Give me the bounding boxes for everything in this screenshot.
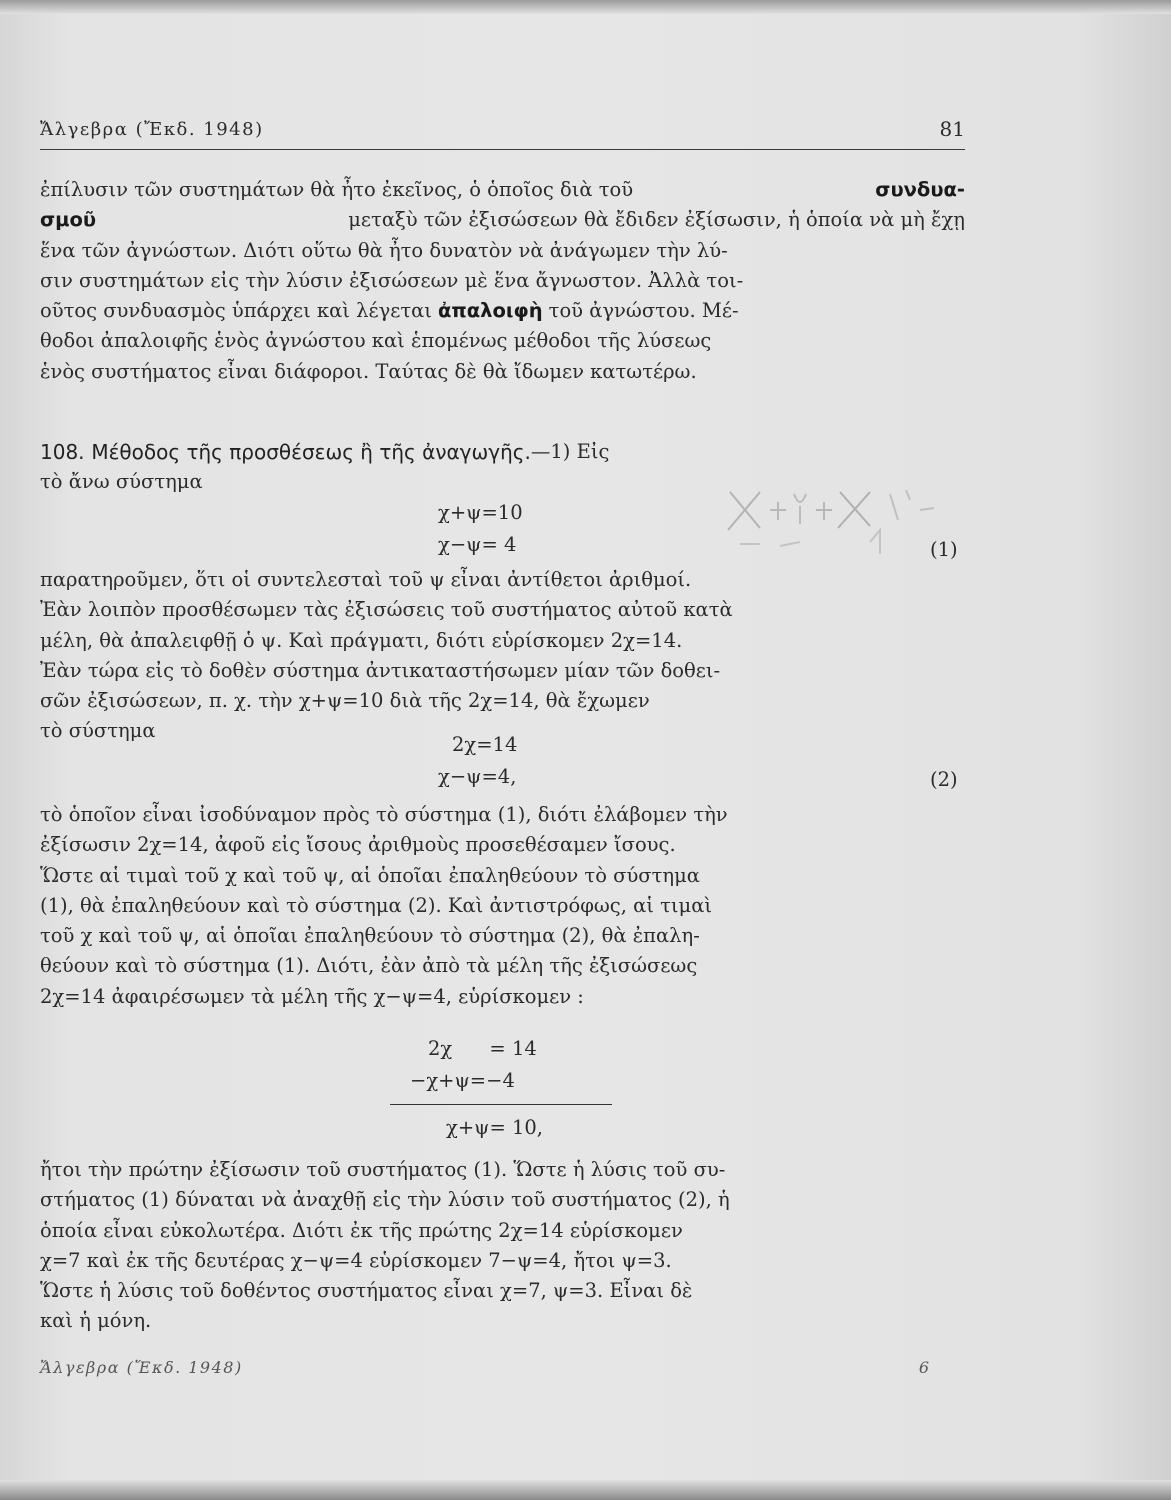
text-line — [40, 656, 965, 686]
section-intro: —1) Εἰς — [530, 440, 610, 463]
bold-term: ἀπαλοιφὴ — [437, 299, 543, 323]
text-segment: μεταξὺ τῶν ἐξισώσεων θὰ ἔδιδεν ἐξίσωσιν, ἡ ὁποία νὰ μὴ ἔχῃ — [348, 208, 965, 232]
footer-title: Ἄλγεβρα (Ἔκδ. 1948) — [40, 1358, 243, 1377]
section-title: Μέθοδος τῆς προσθέσεως ἢ τῆς ἀναγωγῆς. — [91, 440, 531, 464]
text-segment: παρατηροῦμεν, ὅτι οἱ συντελεσταὶ τοῦ ψ εἶναι ἀντίθετοι ἀριθμοί. — [40, 568, 692, 591]
system2-eq2: χ−ψ=4, — [438, 765, 517, 788]
system1-eq2: χ−ψ= 4 — [438, 533, 517, 556]
subtraction-row1: 2χ = 14 — [428, 1037, 537, 1060]
text-line — [40, 236, 965, 266]
text-segment: θοδοι ἀπαλοιφῆς ἑνὸς ἀγνώστου καὶ ἑπομένως μέθοδοι τῆς λύσεως — [40, 329, 712, 353]
system2-eq1: 2χ=14 — [452, 733, 518, 756]
text-segment: σῶν ἐξισώσεων, π. χ. τὴν χ+ψ=10 διὰ τῆς 2χ=14, θὰ ἔχωμεν — [40, 689, 650, 713]
text-segment: Ἐὰν τώρα εἰς τὸ δοθὲν σύστημα ἀντικαταστήσωμεν μίαν τῶν δοθει- — [40, 658, 721, 682]
text-line — [40, 921, 965, 951]
text-line — [40, 205, 965, 235]
text-segment: τὸ ὁποῖον εἶναι ἰσοδύναμον πρὸς τὸ σύστημα (1), διότι ἐλάβομεν τὴν — [40, 803, 728, 826]
text-segment: τὸ ἄνω σύστημα — [40, 470, 203, 494]
text-segment: στήματος (1) δύναται νὰ ἀναχθῇ εἰς τὴν λύσιν τοῦ συστήματος (2), ἡ — [40, 1188, 730, 1212]
text-line — [40, 1216, 965, 1246]
subtraction-result: χ+ψ= 10, — [446, 1116, 543, 1139]
text-segment: καὶ ἡ μόνη. — [40, 1309, 152, 1333]
text-line — [40, 1155, 965, 1185]
text-line — [40, 296, 965, 326]
text-line — [40, 175, 965, 205]
text-segment: Ὥστε αἱ τιμαὶ τοῦ χ καὶ τοῦ ψ, αἱ ὁποῖαι ἐπαληθεύουν τὸ σύστημα — [40, 863, 700, 887]
text-line — [40, 1246, 965, 1276]
text-segment: ἕνα τῶν ἀγνώστων. Διότι οὕτω θὰ ἦτο δυνατὸν νὰ ἀνάγωμεν τὴν λύ- — [40, 238, 728, 262]
text-line — [40, 626, 965, 656]
text-segment: ἐπίλυσιν τῶν συστημάτων θὰ ἦτο ἐκεῖνος, ὁ ὁποῖος διὰ τοῦ — [40, 178, 634, 201]
text-line — [40, 595, 965, 625]
running-header — [40, 115, 965, 150]
text-segment: οῦτος συνδυασμὸς ὑπάρχει καὶ λέγεται — [40, 299, 432, 323]
text-line — [40, 951, 965, 981]
text-segment: Ἐὰν λοιπὸν προσθέσωμεν τὰς ἐξισώσεις τοῦ συστήματος αὐτοῦ κατὰ — [40, 598, 733, 622]
text-segment: ἐξίσωσιν 2χ=14, ἀφοῦ εἰς ἴσους ἀριθμοὺς προσεθέσαμεν ἴσους. — [40, 833, 676, 857]
page-number: 81 — [939, 117, 965, 141]
bold-term: σμοῦ — [40, 208, 97, 232]
text-segment: μέλη, θὰ ἀπαλειφθῇ ὁ ψ. Καὶ πράγματι, διότι εὑρίσκομεν 2χ=14. — [40, 628, 683, 652]
text-line — [40, 565, 965, 595]
text-segment: Ὥστε ἡ λύσις τοῦ δοθέντος συστήματος εἶναι χ=7, ψ=3. Εἶναι δὲ — [40, 1279, 693, 1303]
text-line — [40, 266, 965, 296]
text-line — [40, 1185, 965, 1215]
paragraph-1 — [40, 175, 965, 387]
text-segment: τοῦ ἀγνώστου. Μέ- — [548, 299, 739, 323]
text-segment: σιν συστημάτων εἰς τὴν λύσιν ἐξισώσεων μὲ ἕνα ἄγνωστον. Ἀλλὰ τοι- — [40, 268, 744, 292]
text-line — [40, 830, 965, 860]
text-segment: τοῦ χ καὶ τοῦ ψ, αἱ ὁποῖαι ἐπαληθεύουν τὸ σύστημα (2), θὰ ἐπαλη- — [40, 924, 700, 948]
signature-number: 6 — [918, 1358, 929, 1377]
text-segment: θεύουν καὶ τὸ σύστημα (1). Διότι, ἐὰν ἀπὸ τὰ μέλη τῆς ἐξισώσεως — [40, 954, 698, 978]
text-line — [40, 861, 965, 891]
text-line — [40, 982, 965, 1012]
scan-edge-bottom — [0, 1480, 1171, 1500]
text-line — [40, 1306, 965, 1336]
text-segment: τὸ σύστημα — [40, 719, 156, 743]
text-line — [40, 891, 965, 921]
text-line — [40, 800, 965, 830]
running-footer — [40, 1358, 965, 1384]
header-title: Ἄλγεβρα (Ἔκδ. 1948) — [40, 119, 264, 140]
text-segment: ὁποία εἶναι εὐκολωτέρα. Διότι ἐκ τῆς πρώτης 2χ=14 εὑρίσκομεν — [40, 1218, 683, 1242]
scan-edge-top — [0, 0, 1171, 14]
text-line — [40, 686, 965, 716]
text-segment: (1), θὰ ἐπαληθεύουν καὶ τὸ σύστημα (2). Καὶ ἀντιστρόφως, αἱ τιμαὶ — [40, 893, 713, 917]
system1-label: (1) — [930, 538, 958, 561]
system2-label: (2) — [930, 768, 958, 791]
text-segment: ἤτοι τὴν πρώτην ἐξίσωσιν τοῦ συστήματος (1). Ὥστε ἡ λύσις τοῦ συ- — [40, 1158, 726, 1181]
text-segment: ἑνὸς συστήματος εἶναι διάφοροι. Ταύτας δὲ θὰ ἴδωμεν κατωτέρω. — [40, 359, 697, 383]
text-segment: χ=7 καὶ ἐκ τῆς δευτέρας χ−ψ=4 εὑρίσκομεν 7−ψ=4, ἤτοι ψ=3. — [40, 1248, 672, 1272]
subtraction-row2: −χ+ψ=−4 — [410, 1069, 515, 1092]
section-heading-line — [40, 437, 965, 467]
text-line — [40, 326, 965, 356]
text-line — [40, 357, 965, 387]
text-segment: 2χ=14 ἀφαιρέσωμεν τὰ μέλη τῆς χ−ψ=4, εὑρίσκομεν : — [40, 984, 584, 1008]
paragraph-3 — [40, 800, 965, 1012]
paragraph-4 — [40, 1155, 965, 1337]
section-number: 108. — [40, 440, 85, 464]
handwritten-margin-note — [720, 480, 960, 560]
paragraph-2 — [40, 565, 965, 747]
system1-eq1: χ+ψ=10 — [438, 501, 523, 524]
bold-term: συνδυα- — [875, 178, 965, 201]
text-line — [40, 1276, 965, 1306]
subtraction-rule — [390, 1104, 612, 1105]
